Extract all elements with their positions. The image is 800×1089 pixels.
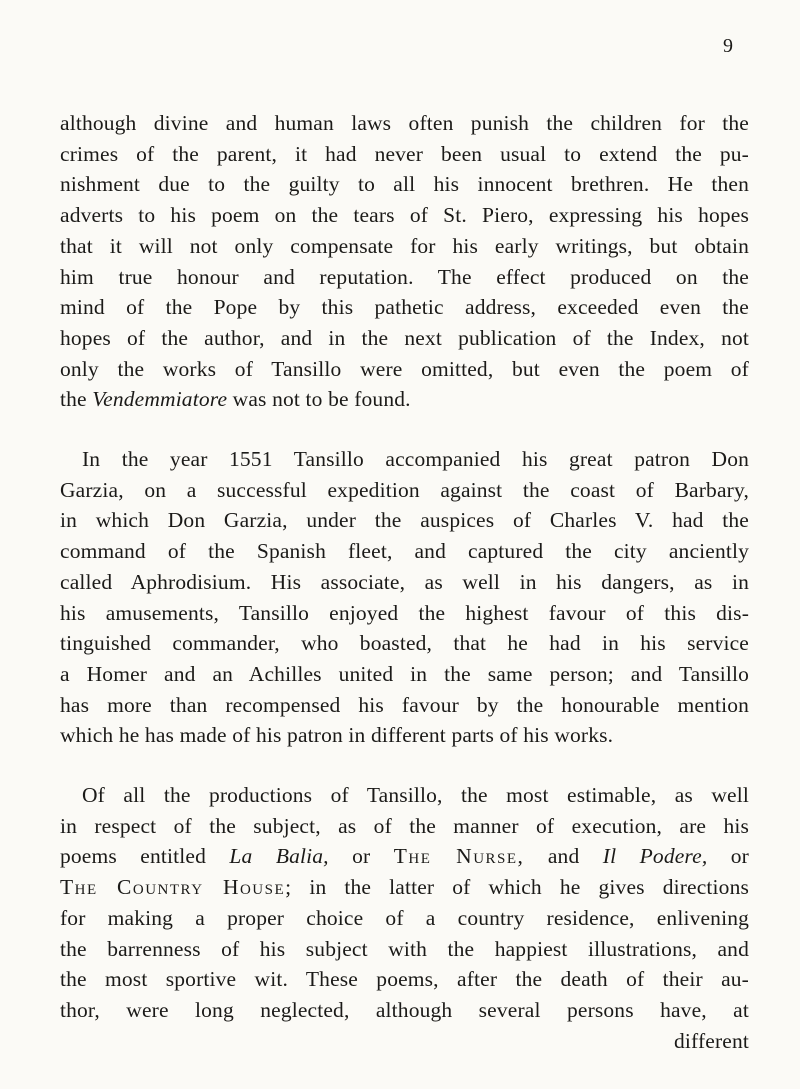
text-fragment: was not to be found.: [227, 387, 411, 412]
text-line: thor, were long neglected, although several persons have, at: [60, 997, 749, 1022]
text-line: the most sportive wit. These poems, after the death of their au-: [60, 967, 749, 992]
catchword: different: [674, 1028, 749, 1053]
text-line: hopes of the author, and in the next publication of the Index, not: [60, 325, 749, 350]
text-fragment: the: [60, 387, 93, 412]
text-line: him true honour and reputation. The effect produced on the: [60, 264, 749, 289]
text-line: command of the Spanish fleet, and captured the city anciently: [60, 539, 749, 564]
text-line: a Homer and an Achilles united in the same person; and Tansillo: [60, 661, 749, 686]
text-line: called Aphrodisium. His associate, as well in his dangers, as in: [60, 569, 749, 594]
text-line: [60, 841, 749, 872]
text-line: the barrenness of his subject with the happiest illustrations, and: [60, 936, 749, 961]
text-fragment: or: [328, 844, 394, 869]
poem-title-smallcaps: The Country House: [60, 875, 286, 900]
text-fragment: poems entitled: [60, 844, 230, 869]
text-fragment: or: [707, 844, 749, 869]
text-line: for making a proper choice of a country residence, enlivening: [60, 905, 749, 930]
text-line-last: [60, 384, 749, 415]
paragraph-2: [60, 444, 749, 751]
poem-title-italic: Vendemmiatore: [92, 387, 228, 412]
text-line: tinguished commander, who boasted, that he had in his service: [60, 631, 749, 656]
text-line: his amusements, Tansillo enjoyed the highest favour of this dis-: [60, 600, 749, 625]
text-line: Garzia, on a successful expedition against the coast of Barbary,: [60, 477, 749, 502]
text-fragment: ; in the latter of which he gives directions: [285, 875, 749, 900]
text-line: [60, 872, 749, 903]
paragraph-1: [60, 108, 749, 415]
text-line: in respect of the subject, as of the manner of execution, are his: [60, 813, 749, 838]
page-number: 9: [723, 35, 733, 57]
poem-title-italic: La Balia,: [229, 844, 329, 869]
text-line: mind of the Pope by this pathetic address, exceeded even the: [60, 295, 749, 320]
text-line: adverts to his poem on the tears of St. Piero, expressing his hopes: [60, 203, 749, 228]
poem-title-italic: Il Podere,: [602, 844, 708, 869]
body-text: [60, 108, 749, 1085]
text-line: in which Don Garzia, under the auspices of Charles V. had the: [60, 508, 749, 533]
text-line: Of all the productions of Tansillo, the most estimable, as well: [82, 783, 749, 808]
text-line: crimes of the parent, it had never been usual to extend the pu-: [60, 141, 749, 166]
text-line: although divine and human laws often punish the children for the: [60, 111, 749, 135]
text-line: nishment due to the guilty to all his innocent brethren. He then: [60, 172, 749, 197]
text-fragment: and: [524, 844, 603, 869]
text-line: In the year 1551 Tansillo accompanied his great patron Don: [82, 447, 749, 472]
poem-title-smallcaps: The Nurse,: [393, 844, 525, 869]
text-line: that it will not only compensate for his early writings, but obtain: [60, 233, 749, 258]
paragraph-3: [60, 780, 749, 1056]
text-line-last: which he has made of his patron in different parts of his works.: [60, 723, 614, 748]
text-line: only the works of Tansillo were omitted, but even the poem of: [60, 356, 749, 381]
text-line: has more than recompensed his favour by the honourable mention: [60, 692, 749, 717]
